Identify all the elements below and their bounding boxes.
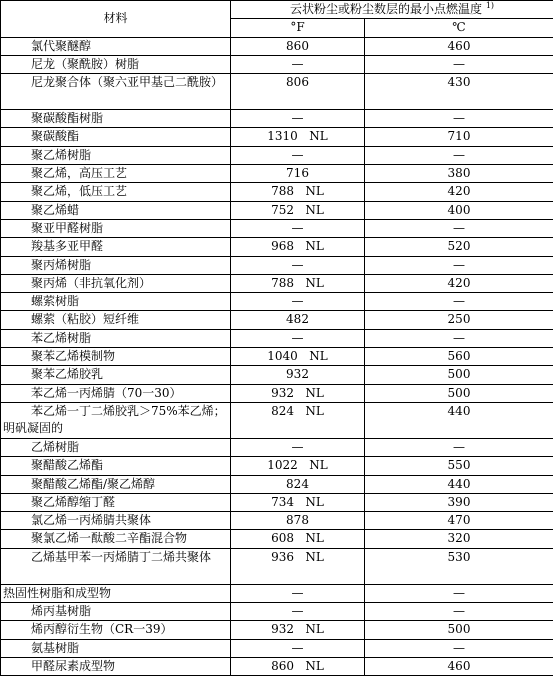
table-body bbox=[1, 37, 553, 676]
fahrenheit-cell: 860 bbox=[231, 37, 365, 55]
material-cell: 聚碳酸酯树脂 bbox=[1, 110, 231, 128]
celsius-cell: — bbox=[365, 438, 553, 456]
table-row bbox=[1, 165, 553, 183]
material-cell: 螺萦（粘胶）短纤维 bbox=[1, 311, 231, 329]
table-row bbox=[1, 603, 553, 621]
celsius-cell: 470 bbox=[365, 512, 553, 530]
fahrenheit-cell: — bbox=[231, 219, 365, 237]
celsius-cell: — bbox=[365, 110, 553, 128]
fahrenheit-cell: — bbox=[231, 55, 365, 73]
material-cell: 聚乙烯醇缩丁醛 bbox=[1, 493, 231, 511]
fahrenheit-cell: 860 NL bbox=[231, 657, 365, 675]
fahrenheit-cell: 878 bbox=[231, 512, 365, 530]
table-row bbox=[1, 329, 553, 347]
celsius-cell: — bbox=[365, 603, 553, 621]
fahrenheit-cell: 1310 NL bbox=[231, 128, 365, 146]
material-cell: 氯乙烯一丙烯腈共聚体 bbox=[1, 512, 231, 530]
table-row bbox=[1, 657, 553, 675]
material-cell: 尼龙聚合体（聚六亚甲基己二酰胺） bbox=[1, 74, 231, 110]
ignition-temperature-header bbox=[231, 1, 553, 19]
ignition-temperature-label: 云状粉尘或粉尘数层的最小点燃温度 bbox=[289, 2, 482, 16]
material-cell: 热固性树脂和成型物 bbox=[1, 584, 231, 602]
fahrenheit-cell: — bbox=[231, 584, 365, 602]
material-cell: 聚醋酸乙烯酯/聚乙烯醇 bbox=[1, 475, 231, 493]
material-cell: 聚丙烯（非抗氧化剂） bbox=[1, 274, 231, 292]
fahrenheit-cell: — bbox=[231, 110, 365, 128]
celsius-cell: 500 bbox=[365, 621, 553, 639]
fahrenheit-cell: — bbox=[231, 256, 365, 274]
table-row bbox=[1, 493, 553, 511]
material-cell: 乙烯树脂 bbox=[1, 438, 231, 456]
table-row bbox=[1, 457, 553, 475]
material-cell: 苯乙烯树脂 bbox=[1, 329, 231, 347]
celsius-cell: 250 bbox=[365, 311, 553, 329]
fahrenheit-cell: — bbox=[231, 603, 365, 621]
table-row bbox=[1, 384, 553, 402]
celsius-cell: — bbox=[365, 639, 553, 657]
table-row bbox=[1, 74, 553, 110]
table-row bbox=[1, 438, 553, 456]
fahrenheit-cell: 806 bbox=[231, 74, 365, 110]
celsius-cell: 390 bbox=[365, 493, 553, 511]
material-cell: 甲醛尿素成型物 bbox=[1, 657, 231, 675]
table-row bbox=[1, 530, 553, 548]
fahrenheit-cell: — bbox=[231, 639, 365, 657]
table-row bbox=[1, 37, 553, 55]
table-row bbox=[1, 621, 553, 639]
footnote-mark: 1) bbox=[485, 1, 495, 10]
material-cell: 苯乙烯一丙烯腈（70一30） bbox=[1, 384, 231, 402]
celsius-cell: 400 bbox=[365, 201, 553, 219]
material-cell: 烯丙醇衍生物（CR一39） bbox=[1, 621, 231, 639]
fahrenheit-cell: 932 NL bbox=[231, 384, 365, 402]
celsius-cell: — bbox=[365, 329, 553, 347]
table-row bbox=[1, 475, 553, 493]
table-row bbox=[1, 311, 553, 329]
material-cell: 羧基多亚甲醛 bbox=[1, 238, 231, 256]
table-row bbox=[1, 366, 553, 384]
table-row bbox=[1, 146, 553, 164]
celsius-cell: 420 bbox=[365, 274, 553, 292]
fahrenheit-cell: 824 bbox=[231, 475, 365, 493]
fahrenheit-cell: 716 bbox=[231, 165, 365, 183]
table-row bbox=[1, 639, 553, 657]
fahrenheit-cell: — bbox=[231, 329, 365, 347]
material-cell: 氨基树脂 bbox=[1, 639, 231, 657]
material-cell: 聚碳酸酯 bbox=[1, 128, 231, 146]
table-row bbox=[1, 183, 553, 201]
table-row bbox=[1, 128, 553, 146]
celsius-cell: 500 bbox=[365, 384, 553, 402]
celsius-cell: 460 bbox=[365, 37, 553, 55]
material-cell: 聚醋酸乙烯酯 bbox=[1, 457, 231, 475]
celsius-cell: 440 bbox=[365, 402, 553, 438]
table-row bbox=[1, 201, 553, 219]
fahrenheit-cell: — bbox=[231, 293, 365, 311]
celsius-cell: 320 bbox=[365, 530, 553, 548]
table-row bbox=[1, 512, 553, 530]
fahrenheit-cell: 932 bbox=[231, 366, 365, 384]
celsius-cell: 710 bbox=[365, 128, 553, 146]
fahrenheit-cell: 608 NL bbox=[231, 530, 365, 548]
material-cell: 聚苯乙烯胶乳 bbox=[1, 366, 231, 384]
table-row bbox=[1, 219, 553, 237]
table-row bbox=[1, 274, 553, 292]
celsius-cell: — bbox=[365, 146, 553, 164]
celsius-cell: — bbox=[365, 584, 553, 602]
fahrenheit-cell: 824 NL bbox=[231, 402, 365, 438]
fahrenheit-cell: 968 NL bbox=[231, 238, 365, 256]
material-column-header: 材料 bbox=[1, 1, 231, 38]
fahrenheit-cell: 936 NL bbox=[231, 548, 365, 584]
celsius-cell: 500 bbox=[365, 366, 553, 384]
material-cell: 聚乙烯，低压工艺 bbox=[1, 183, 231, 201]
table-row bbox=[1, 238, 553, 256]
table-row bbox=[1, 548, 553, 584]
celsius-cell: 520 bbox=[365, 238, 553, 256]
material-cell: 聚苯乙烯模制物 bbox=[1, 348, 231, 366]
celsius-cell: 430 bbox=[365, 74, 553, 110]
material-cell: 聚丙烯树脂 bbox=[1, 256, 231, 274]
celsius-cell: — bbox=[365, 219, 553, 237]
table-row bbox=[1, 55, 553, 73]
celsius-cell: — bbox=[365, 55, 553, 73]
material-cell: 乙烯基甲苯一丙烯腈丁二烯共聚体 bbox=[1, 548, 231, 584]
table-row bbox=[1, 256, 553, 274]
fahrenheit-cell: 752 NL bbox=[231, 201, 365, 219]
material-cell: 尼龙（聚酰胺）树脂 bbox=[1, 55, 231, 73]
material-cell: 聚氯乙烯一酞酸二辛酯混合物 bbox=[1, 530, 231, 548]
celsius-cell: 420 bbox=[365, 183, 553, 201]
celsius-cell: 440 bbox=[365, 475, 553, 493]
celsius-column-header: ℃ bbox=[365, 19, 553, 37]
fahrenheit-cell: 482 bbox=[231, 311, 365, 329]
table-row bbox=[1, 402, 553, 438]
table-row bbox=[1, 293, 553, 311]
material-cell: 聚乙烯，高压工艺 bbox=[1, 165, 231, 183]
fahrenheit-cell: 1040 NL bbox=[231, 348, 365, 366]
material-cell: 氯代聚醚醇 bbox=[1, 37, 231, 55]
material-cell: 螺萦树脂 bbox=[1, 293, 231, 311]
celsius-cell: 530 bbox=[365, 548, 553, 584]
fahrenheit-cell: 734 NL bbox=[231, 493, 365, 511]
fahrenheit-cell: 932 NL bbox=[231, 621, 365, 639]
fahrenheit-cell: 788 NL bbox=[231, 274, 365, 292]
table-row bbox=[1, 110, 553, 128]
material-cell: 苯乙烯一丁二烯胶乳＞75%苯乙烯；明矾凝固的 bbox=[1, 402, 231, 438]
celsius-cell: 560 bbox=[365, 348, 553, 366]
material-cell: 烯丙基树脂 bbox=[1, 603, 231, 621]
celsius-cell: — bbox=[365, 293, 553, 311]
material-cell: 聚乙烯树脂 bbox=[1, 146, 231, 164]
celsius-cell: — bbox=[365, 256, 553, 274]
fahrenheit-cell: — bbox=[231, 146, 365, 164]
celsius-cell: 550 bbox=[365, 457, 553, 475]
celsius-cell: 380 bbox=[365, 165, 553, 183]
celsius-cell: 460 bbox=[365, 657, 553, 675]
material-cell: 聚乙烯蜡 bbox=[1, 201, 231, 219]
fahrenheit-column-header: °F bbox=[231, 19, 365, 37]
table-row bbox=[1, 348, 553, 366]
fahrenheit-cell: 1022 NL bbox=[231, 457, 365, 475]
fahrenheit-cell: 788 NL bbox=[231, 183, 365, 201]
material-cell: 聚亚甲醛树脂 bbox=[1, 219, 231, 237]
fahrenheit-cell: — bbox=[231, 438, 365, 456]
table-row bbox=[1, 584, 553, 602]
